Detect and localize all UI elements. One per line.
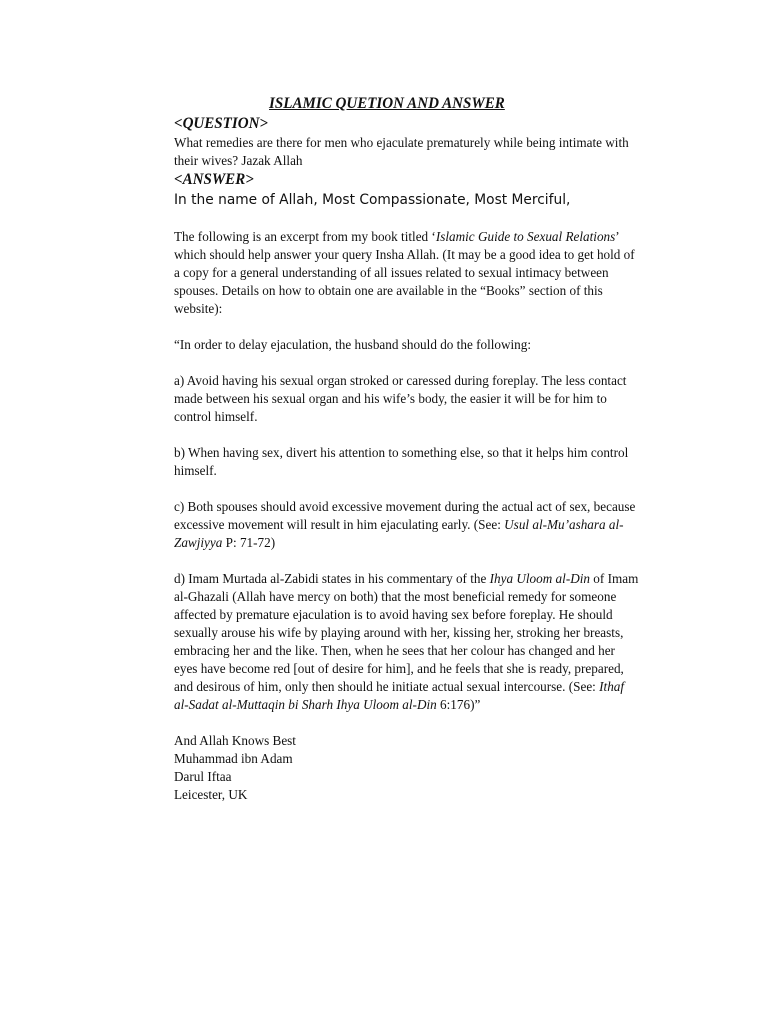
point-d-text-b: of Imam al-Ghazali (Allah have mercy on both) that the most beneficial remedy for someone affected by premature ejaculation is to avoid having sex before foreplay. He should sexually arouse his wife by playing around with her, kissing her, stroking her breasts, embracing her and the like. Then, when he sees that her colour has changed and her eyes have become red [out of desire for him], and he feels that she is ready, prepared, and desirous of him, only then should he initiate actual sexual intercourse. (See: <box>174 571 639 694</box>
intro-text-b: ’ which should help answer your query Insha Allah. (It may be a good idea to get hold of a copy for a general understanding of all issues related to sexual intimacy between spouses. Details on how to obtain one are available in the “Books” section of this website): <box>174 229 635 316</box>
intro-text-a: The following is an excerpt from my book titled ‘ <box>174 229 436 244</box>
question-text: What remedies are there for men who ejaculate prematurely while being intimate with their wives? Jazak Allah <box>174 135 629 168</box>
signoff-institution: Darul Iftaa <box>174 769 232 784</box>
point-d-text-a: d) Imam Murtada al-Zabidi states in his commentary of the <box>174 571 490 586</box>
signoff-location: Leicester, UK <box>174 787 248 802</box>
document-body <box>174 94 640 804</box>
point-c-text-a: c) Both spouses should avoid excessive movement during the actual act of sex, because excessive movement will result in him ejaculating early. (See: <box>174 499 636 532</box>
point-c-paragraph <box>174 498 640 552</box>
point-d-text-c: 6:176)” <box>436 697 481 712</box>
point-d-reference-ithaf: Ithaf al-Sadat al-Muttaqin bi Sharh Ihya Uloom al-Din <box>174 679 625 712</box>
point-b-paragraph: b) When having sex, divert his attention to something else, so that it helps him control himself. <box>174 445 629 478</box>
question-label: <QUESTION> <box>174 115 268 132</box>
lead-paragraph: “In order to delay ejaculation, the husband should do the following: <box>174 337 532 352</box>
signoff-closing: And Allah Knows Best <box>174 733 296 748</box>
point-a-paragraph: a) Avoid having his sexual organ stroked or caressed during foreplay. The less contact made between his sexual organ and his wife’s body, the easier it will be for him to control himself. <box>174 373 627 424</box>
intro-paragraph <box>174 228 640 318</box>
basmala-line: In the name of Allah, Most Compassionate, Most Merciful, <box>174 192 571 208</box>
signoff-block <box>174 732 640 804</box>
point-d-paragraph <box>174 570 640 714</box>
signoff-author: Muhammad ibn Adam <box>174 751 293 766</box>
point-c-text-b: P: 71-72) <box>222 535 276 550</box>
answer-label: <ANSWER> <box>174 171 254 188</box>
book-title: Islamic Guide to Sexual Relations <box>435 229 616 244</box>
point-c-reference: Usul al-Mu’ashara al-Zawjiyya <box>174 517 624 550</box>
document-title: ISLAMIC QUETION AND ANSWER <box>269 95 505 112</box>
point-d-reference-ihya: Ihya Uloom al-Din <box>489 571 590 586</box>
